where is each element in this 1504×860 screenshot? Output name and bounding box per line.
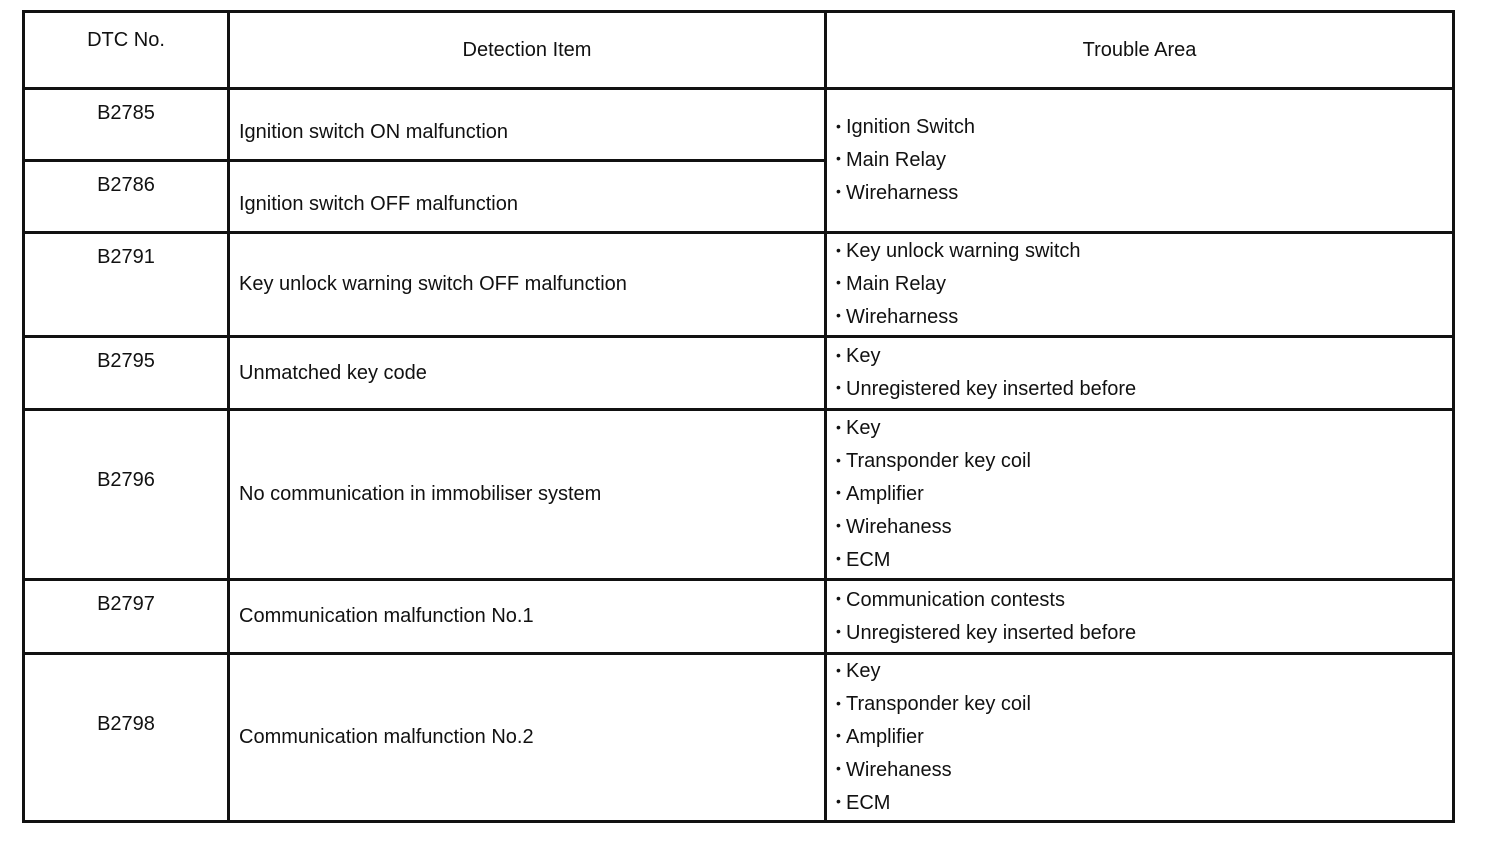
trouble-area-text: Key [846,417,881,440]
trouble-area-item [836,235,1452,268]
trouble-area-text: Communication contests [846,588,1065,611]
trouble-area-text: Amplifier [846,726,924,749]
bullet-icon: • [836,484,841,501]
trouble-area [826,410,1454,580]
table-row [24,233,1454,337]
trouble-area [826,233,1454,337]
detection-text: Communication malfunction No.1 [239,605,534,627]
dtc-table [22,10,1455,823]
trouble-area-text: Transponder key coil [846,450,1031,473]
trouble-area-list [836,235,1452,334]
dtc-code: B2785 [24,89,229,161]
bullet-icon: • [836,760,841,777]
trouble-area-item [836,373,1452,406]
trouble-area [826,654,1454,822]
bullet-icon: • [836,661,841,678]
trouble-area-text: Transponder key coil [846,693,1031,716]
detection-text: Communication malfunction No.2 [239,726,534,748]
bullet-icon: • [836,590,841,606]
trouble-area-list [836,340,1452,406]
trouble-area [826,337,1454,410]
bullet-icon: • [836,241,841,258]
bullet-icon: • [836,550,841,567]
bullet-icon: • [836,274,841,291]
dtc-code: B2786 [24,161,229,233]
table-row [24,654,1454,822]
trouble-area-text: Unregistered key inserted before [846,621,1137,644]
dtc-code: B2791 [24,233,229,337]
trouble-area-item [836,177,1452,210]
detection-item [229,580,826,654]
detection-item [229,161,826,233]
dtc-code: B2796 [24,410,229,580]
trouble-area-item [836,268,1452,301]
trouble-area-text: ECM [846,791,891,814]
trouble-area-list [836,655,1452,820]
trouble-area-item [836,511,1452,544]
trouble-area-text: Key [846,345,881,368]
trouble-area-list [836,111,1452,210]
table-row [24,89,1454,161]
table-row [24,410,1454,580]
trouble-area-item [836,787,1452,820]
bullet-icon: • [836,418,841,435]
trouble-area-item [836,445,1452,478]
trouble-area-item [836,340,1452,373]
trouble-area-text: Wireharness [846,181,959,204]
table-row [24,580,1454,654]
trouble-area-text: Unregistered key inserted before [846,378,1137,400]
bullet-icon: • [836,727,841,744]
detection-text: Unmatched key code [239,361,427,384]
bullet-icon: • [836,117,841,134]
trouble-area-item [836,721,1452,754]
header-trouble-area: Trouble Area [826,12,1454,89]
detection-text: Ignition switch OFF malfunction [239,193,518,215]
trouble-area-text: Amplifier [846,483,924,506]
detection-item [229,233,826,337]
detection-text: Ignition switch ON malfunction [239,121,509,143]
trouble-area-item [836,478,1452,511]
header-dtc-no: DTC No. [24,12,229,89]
detection-item [229,654,826,822]
bullet-icon: • [836,622,841,639]
trouble-area-text: ECM [846,548,891,571]
trouble-area-text: Wireharness [846,305,959,328]
bullet-icon: • [836,451,841,468]
trouble-area-list [836,584,1452,650]
trouble-area-item [836,655,1452,688]
trouble-area-item [836,144,1452,177]
detection-text: No communication in immobiliser system [239,483,602,505]
detection-item [229,89,826,161]
trouble-area-item [836,111,1452,144]
bullet-icon: • [836,793,841,810]
detection-text: Key unlock warning switch OFF malfunction [239,273,627,295]
trouble-area-item [836,412,1452,445]
dtc-code: B2797 [24,580,229,654]
bullet-icon: • [836,307,841,324]
trouble-area-text: Wirehaness [846,758,952,781]
trouble-area [826,89,1454,233]
header-detection-item: Detection Item [229,12,826,89]
trouble-area-text: Wirehaness [846,515,952,538]
trouble-area-item [836,544,1452,577]
dtc-code: B2798 [24,654,229,822]
trouble-area-item [836,754,1452,787]
table-header-row [24,12,1454,89]
detection-item [229,410,826,580]
bullet-icon: • [836,694,841,711]
trouble-area-item [836,301,1452,334]
trouble-area-text: Key [846,660,881,683]
trouble-area-item [836,584,1452,617]
bullet-icon: • [836,183,841,200]
trouble-area-text: Main Relay [846,149,947,172]
table-row [24,337,1454,410]
trouble-area [826,580,1454,654]
trouble-area-list [836,412,1452,577]
bullet-icon: • [836,150,841,167]
dtc-code: B2795 [24,337,229,410]
trouble-area-item [836,617,1452,650]
trouble-area-text: Key unlock warning switch [846,240,1081,263]
bullet-icon: • [836,346,841,363]
trouble-area-item [836,688,1452,721]
trouble-area-text: Ignition Switch [846,116,975,139]
detection-item [229,337,826,410]
bullet-icon: • [836,517,841,534]
trouble-area-text: Main Relay [846,273,947,296]
bullet-icon: • [836,379,841,396]
